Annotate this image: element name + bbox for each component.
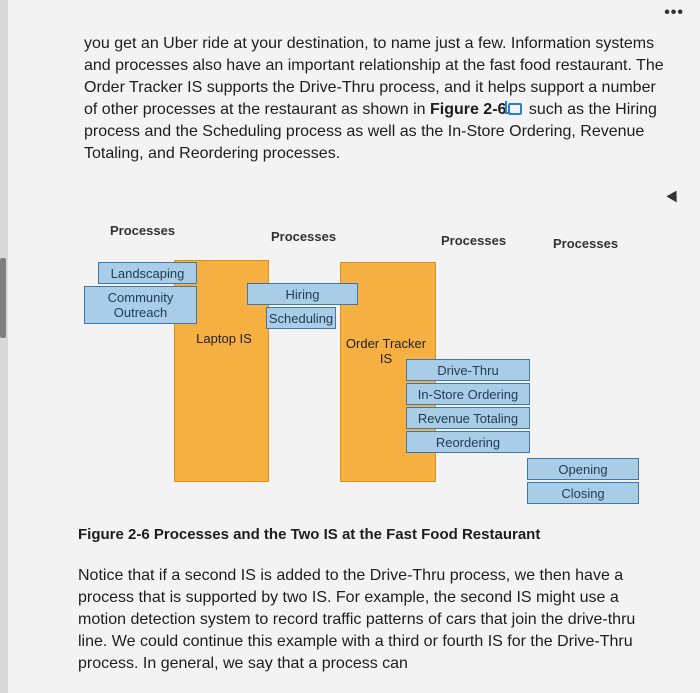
process-scheduling: Scheduling — [266, 307, 336, 329]
processes-header-3: Processes — [441, 233, 507, 248]
figure-reference-link[interactable]: Figure 2-6 — [429, 101, 507, 118]
process-drive-thru: Drive-Thru — [406, 359, 530, 381]
process-in-store-ordering: In-Store Ordering — [406, 383, 530, 405]
process-opening: Opening — [527, 458, 639, 480]
processes-header-2: Processes — [271, 229, 337, 244]
laptop-is-label: Laptop IS — [196, 331, 252, 346]
process-closing: Closing — [527, 482, 639, 504]
intro-text-after: such as the Hiring process and the Scheduling process as well as the In-Store Ordering, Revenue Totaling, and Reordering processes. — [84, 101, 657, 162]
process-landscaping: Landscaping — [98, 262, 197, 284]
processes-header-1: Processes — [110, 223, 176, 238]
more-dots-icon[interactable]: ••• — [664, 4, 684, 21]
body-paragraph: Notice that if a second IS is added to the Drive-Thru process, we then have a process that is supported by two IS. For example, the second IS might use a motion detection system to record traffic patterns of cars that join the drive-thru line. We could continue this example with a third or fourth IS for the Drive-Thru process. In general, we say that a process can — [78, 567, 636, 672]
order-tracker-is-label: Order Tracker IS — [345, 336, 427, 366]
process-hiring: Hiring — [247, 283, 358, 305]
process-revenue-totaling: Revenue Totaling — [406, 407, 530, 429]
process-community-outreach: Community Outreach — [84, 286, 197, 324]
process-reordering: Reordering — [406, 431, 530, 453]
figure-caption: Figure 2-6 Processes and the Two IS at the Fast Food Restaurant — [78, 526, 541, 543]
intro-text-before: you get an Uber ride at your destination, to name just a few. Information systems and processes also have an important relationship at the fast food restaurant. The Order Tracker IS supports the Drive-Thru process, and it helps support a number of other processes at the restaurant as shown in — [84, 35, 664, 118]
processes-header-4: Processes — [553, 236, 619, 251]
